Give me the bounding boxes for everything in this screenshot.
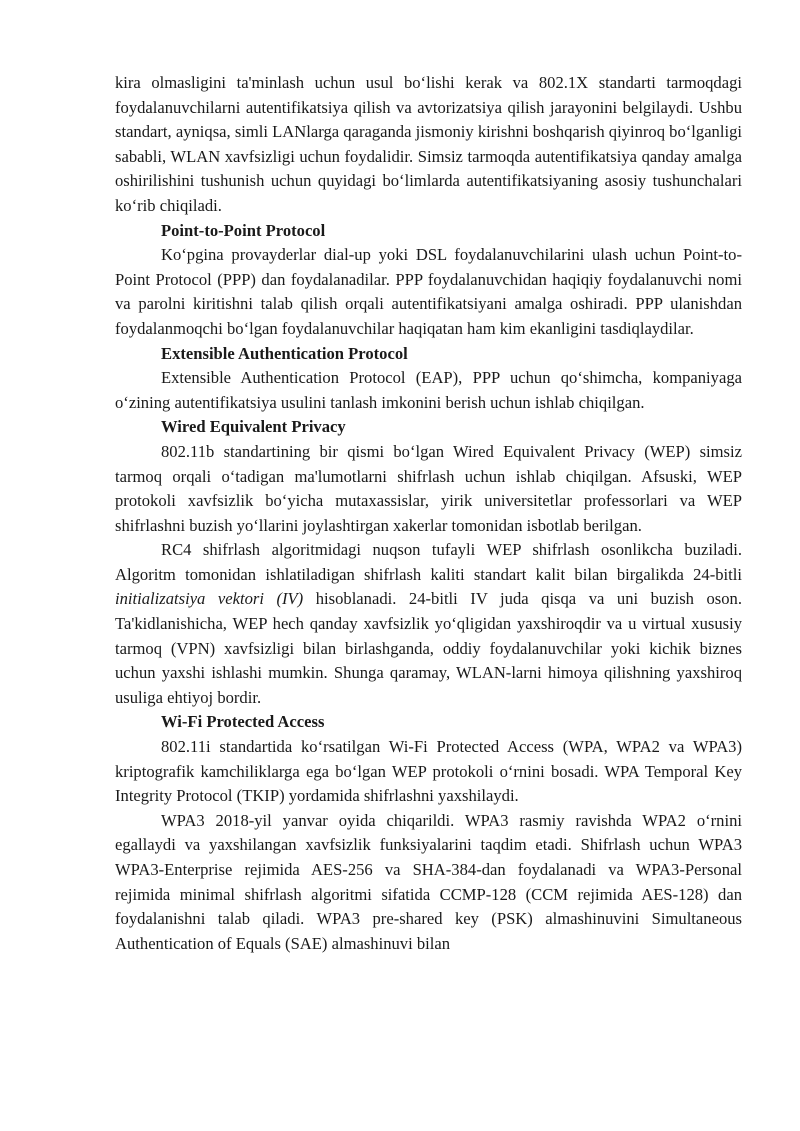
wpa-paragraph-2: WPA3 2018-yil yanvar oyida chiqarildi. WPA3 rasmiy ravishda WPA2 o‘rnini egallaydi va yaxshilangan xavfsizlik funksiyalarini taqdim etadi. Shifrlash uchun WPA3 WPA3-Enterprise rejimida AES-256 va SHA-384-dan foydalanadi va WPA3-Personal rejimida minimal shifrlash algoritmi sifatida CCMP-128 (CCM rejimida AES-128) dan foydalanishni talab qiladi. WPA3 pre-shared key (PSK) almashinuvini Simultaneous Authentication of Equals (SAE) almashinuvi bilan <box>115 810 742 953</box>
wep-paragraph-2-part-b: hisoblanadi. 24-bitli IV juda qisqa va uni buzish oson. Ta'kidlanishicha, WEP hech qanday xavfsizlik yo‘qligidan yaxshiroqdir va u virtual xususiy tarmoq (VPN) xavfsizligi bilan birlashganda, oddiy foydalanuvchilar yoki kichik biznes uchun yaxshi ishlashi mumkin. Shunga qaramay, WLAN-larni himoya qilishning yaxshiroq usuliga ehtiyoj bordir. <box>115 589 742 707</box>
heading-eap: Extensible Authentication Protocol <box>161 343 408 363</box>
heading-ppp: Point-to-Point Protocol <box>161 220 326 240</box>
wpa-paragraph-1: 802.11i standartida ko‘rsatilgan Wi-Fi Protected Access (WPA, WPA2 va WPA3) kriptografik kamchiliklarga ega bo‘lgan WEP protokoli o‘rnini bosadi. WPA Temporal Key Integrity Protocol (TKIP) yordamida shifrlashni yaxshilaydi. <box>115 737 742 806</box>
intro-paragraph: kira olmasligini ta'minlash uchun usul bo‘lishi kerak va 802.1X standarti tarmoqdagi foydalanuvchilarni autentifikatsiya qilish va avtorizatsiya qilish jarayonini belgilaydi. Ushbu standart, ayniqsa, simli LANlarga qaraganda jismoniy kirishni boshqarish qiyinroq bo‘lganligi sababli, WLAN xavfsizligi uchun foydalidir. Simsiz tarmoqda autentifikatsiya qanday amalga oshirilishini tushunish uchun quyidagi bo‘limlarda autentifikatsiyaning asosiy tushunchalari ko‘rib chiqiladi. <box>115 73 742 215</box>
heading-wpa: Wi-Fi Protected Access <box>161 712 325 732</box>
wep-paragraph-2 <box>115 538 742 710</box>
wep-paragraph-2-part-a: RC4 shifrlash algoritmidagi nuqson tufayli WEP shifrlash osonlikcha buziladi. Algoritm tomonidan ishlatiladigan shifrlash kaliti standart kalit bilan birgalikda 24-bitli <box>115 540 742 584</box>
wep-paragraph-1: 802.11b standartining bir qismi bo‘lgan Wired Equivalent Privacy (WEP) simsiz tarmoq orqali o‘tadigan ma'lumotlarni shifrlash uchun ishlab chiqilgan. Afsuski, WEP protokoli xavfsizlik bo‘yicha mutaxassislar, yirik universitetlar professorlari va WEP shifrlashni buzish yo‘llarini joylashtirgan xakerlar tomonidan isbotlab berilgan. <box>115 441 742 535</box>
heading-wep: Wired Equivalent Privacy <box>161 417 346 437</box>
ppp-paragraph: Ko‘pgina provayderlar dial-up yoki DSL foydalanuvchilarini ulash uchun Point-to-Point Protocol (PPP) dan foydalanadilar. PPP foydalanuvchidan haqiqiy foydalanuvchi nomi va parolni kiritishni talab qilish orqali autentifikatsiyani amalga oshiradi. PPP ulanishdan foydalanmoqchi bo‘lgan foydalanuvchilar haqiqatan ham kim ekanligini tasdiqlaydilar. <box>115 245 742 338</box>
iv-term: initializatsiya vektori (IV) <box>115 589 304 609</box>
eap-paragraph: Extensible Authentication Protocol (EAP), PPP uchun qo‘shimcha, kompaniyaga o‘zining autentifikatsiya usulini tanlash imkonini berish uchun ishlab chiqilgan. <box>115 368 742 412</box>
